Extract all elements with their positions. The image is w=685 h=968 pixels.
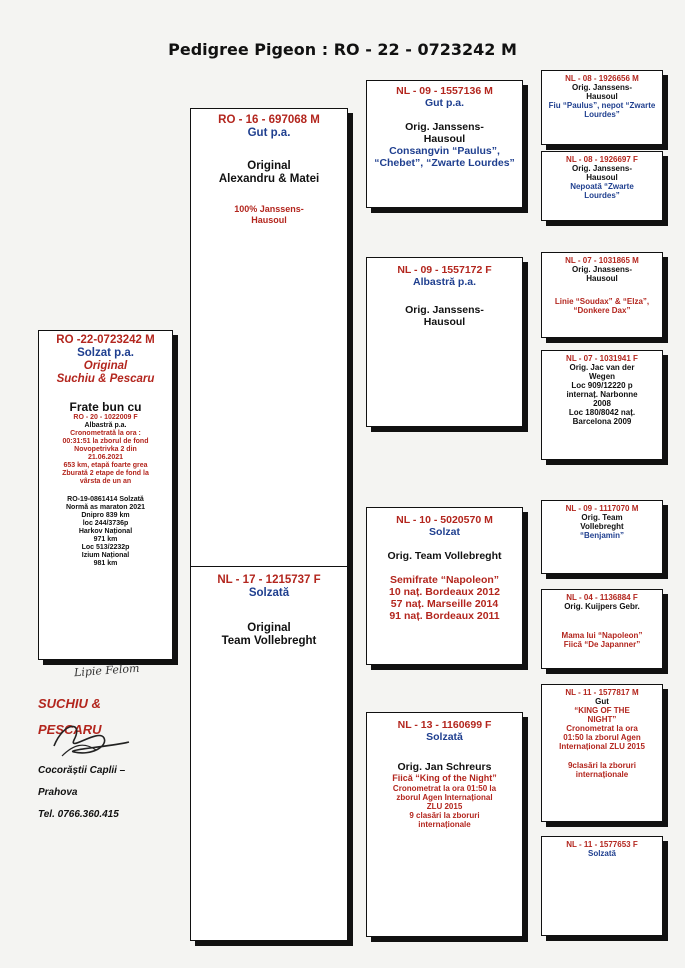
breeder-name-2: PESCARU xyxy=(38,722,102,737)
dds-line: Cronometrat la ora xyxy=(566,724,638,733)
sire-card xyxy=(190,108,348,568)
dsd-note: Mama lui “Napoleon” xyxy=(561,631,643,640)
dds-card xyxy=(541,684,663,822)
dam-card xyxy=(190,566,348,941)
sdd-line: Barcelona 2009 xyxy=(572,417,632,426)
dds-name: “KING OF THE NIGHT” xyxy=(574,706,630,724)
sdd-ring: NL - 07 - 1031941 F xyxy=(566,354,638,363)
subject-line2: Normă as maraton 2021 xyxy=(66,504,145,511)
phone: Tel. 0766.360.415 xyxy=(38,809,119,820)
sss-note: Fiu “Paulus”, nepot “Zwarte Lourdes” xyxy=(548,101,656,119)
sd-color: Albastră p.a. xyxy=(412,276,477,288)
dsd-orig: Orig. Kuijpers Gebr. xyxy=(564,602,640,611)
page-title: Pedigree Pigeon : RO - 22 - 0723242 M xyxy=(168,40,517,59)
sdd-line: 2008 xyxy=(593,399,611,408)
ssd-card xyxy=(541,151,663,221)
dss-card xyxy=(541,500,663,574)
subject-line2: RO-19-0861414 Solzată xyxy=(67,496,144,503)
ds-note: 91 naț. Bordeaux 2011 xyxy=(389,610,500,622)
dds-line: Internațional ZLU 2015 xyxy=(559,742,645,751)
dds-flights: 9clasări la zboruri internaționale xyxy=(567,761,637,779)
ds-ring: NL - 10 - 5020570 M xyxy=(396,514,493,526)
handwritten-note: Lipie Felom xyxy=(73,661,140,680)
dsd-card xyxy=(541,589,663,669)
sss-ring: NL - 08 - 1926656 M xyxy=(565,74,639,83)
sdd-line: internaț. Narbonne xyxy=(566,390,638,399)
dds-line: 01:50 la zborul Agen xyxy=(563,733,641,742)
ss-card xyxy=(366,80,523,208)
ssd-note: Nepoată “Zwarte Lourdes” xyxy=(570,182,634,200)
subject-line: Albastră p.a. xyxy=(84,422,127,429)
sdd-orig: Orig. Jac van der Wegen xyxy=(569,363,635,381)
subject-line2: Loc 513/2232p xyxy=(81,544,130,551)
subject-breeder: Suchiu & Pescaru xyxy=(56,373,155,385)
subject-line: RO - 20 - 1022009 F xyxy=(73,414,138,421)
subject-heading: Frate bun cu xyxy=(69,400,142,414)
subject-orig: Original xyxy=(83,360,128,372)
location-1: Cocorăștii Caplii – xyxy=(38,765,126,776)
dd-orig: Orig. Jan Schreurs xyxy=(397,761,492,773)
sss-orig: Orig. Janssens-Hausoul xyxy=(571,83,633,101)
dd-line: ZLU 2015 xyxy=(426,801,463,811)
dam-orig: Original xyxy=(247,622,291,634)
subject-line: 00:31:51 la zborul de fond xyxy=(62,438,149,445)
ss-note: Consangvin “Paulus”, “Chebet”, “Zwarte Lourdes” xyxy=(374,145,515,169)
ds-card xyxy=(366,507,523,665)
dd-ring: NL - 13 - 1160699 F xyxy=(397,719,492,731)
dam-breeder: Team Vollebreght xyxy=(221,635,317,647)
subject-card xyxy=(38,330,173,660)
subject-line: Cronometrată la ora : xyxy=(70,430,141,437)
dd-line: Cronometrat la ora 01:50 la xyxy=(392,783,497,793)
sss-card xyxy=(541,70,663,145)
sdd-line: Loc 909/12220 p xyxy=(571,381,633,390)
ds-note: 10 naț. Bordeaux 2012 xyxy=(389,586,500,598)
dd-flights: 9 clasări la zboruri internaționale xyxy=(409,810,480,829)
dd-card xyxy=(366,712,523,937)
dd-line: zborul Agen Internațional xyxy=(396,792,493,802)
subject-line2: Harkov Național xyxy=(78,528,133,535)
breeder-block xyxy=(38,668,198,822)
ssd-orig: Orig. Janssens-Hausoul xyxy=(571,164,633,182)
sdd-line: Loc 180/8042 naț. xyxy=(568,408,636,417)
subject-ring: RO -22-0723242 M xyxy=(56,334,155,346)
subject-line: Novopetrivka 2 din xyxy=(74,446,137,453)
dam-ring: NL - 17 - 1215737 F xyxy=(217,574,321,586)
ddd-color: Solzată xyxy=(587,849,616,858)
subject-line2: Dnipro 839 km xyxy=(81,512,130,519)
subject-line: 653 km, etapă foarte grea xyxy=(63,462,148,469)
subject-line: 21.06.2021 xyxy=(87,454,124,461)
sds-ring: NL - 07 - 1031865 M xyxy=(565,256,639,265)
sire-color: Gut p.a. xyxy=(247,127,291,139)
subject-line2: loc 244/3736p xyxy=(82,520,129,527)
subject-color: Solzat p.a. xyxy=(77,347,134,359)
subject-line2: 971 km xyxy=(93,536,118,543)
ddd-card xyxy=(541,836,663,936)
sds-orig: Orig. Jnassens-Hausoul xyxy=(571,265,633,283)
ddd-ring: NL - 11 - 1577653 F xyxy=(566,840,638,849)
dds-ring: NL - 11 - 1577817 M xyxy=(565,688,639,697)
sd-ring: NL - 09 - 1557172 F xyxy=(397,264,492,276)
ds-orig: Orig. Team Vollebreght xyxy=(387,550,502,562)
breeder-name-1: SUCHIU & xyxy=(38,696,101,711)
signature-icon xyxy=(44,716,134,760)
sdd-card xyxy=(541,350,663,460)
sire-orig: Original xyxy=(247,160,291,172)
dss-orig: Orig. Team Vollebreght xyxy=(580,513,624,531)
sds-card xyxy=(541,252,663,338)
dd-daughter: Fiică “King of the Night” xyxy=(392,773,497,783)
dss-ring: NL - 09 - 1117070 M xyxy=(565,504,639,513)
subject-line2: Izium Național xyxy=(81,552,130,559)
subject-line: Zburată 2 etape de fond la xyxy=(62,470,149,477)
ss-orig: Orig. Janssens-Hausoul xyxy=(405,121,484,145)
ss-ring: NL - 09 - 1557136 M xyxy=(396,85,493,97)
dsd-ring: NL - 04 - 1136884 F xyxy=(566,593,638,602)
dsd-note: Fiică “De Japanner” xyxy=(563,640,641,649)
dds-color: Gut xyxy=(595,697,609,706)
ds-note: Semifrate “Napoleon” xyxy=(389,574,500,586)
sire-ring: RO - 16 - 697068 M xyxy=(218,114,320,126)
dss-note: “Benjamin” xyxy=(579,531,624,540)
ds-color: Solzat xyxy=(429,526,460,538)
sire-note: 100% Janssens-Hausoul xyxy=(234,204,304,225)
sd-orig: Orig. Janssens-Hausoul xyxy=(405,304,484,328)
sire-breeder: Alexandru & Matei xyxy=(218,173,320,185)
sd-card xyxy=(366,257,523,427)
ssd-ring: NL - 08 - 1926697 F xyxy=(566,155,638,164)
subject-line: vârsta de un an xyxy=(79,478,132,485)
dam-color: Solzată xyxy=(248,587,290,599)
subject-line2: 981 km xyxy=(93,560,118,567)
ss-color: Gut p.a. xyxy=(424,97,465,109)
ds-note: 57 naț. Marseille 2014 xyxy=(390,598,499,610)
location-2: Prahova xyxy=(38,787,78,798)
dd-color: Solzată xyxy=(426,731,463,743)
sds-note: Linie “Soudax” & “Elza”, “Donkere Dax” xyxy=(554,297,650,315)
